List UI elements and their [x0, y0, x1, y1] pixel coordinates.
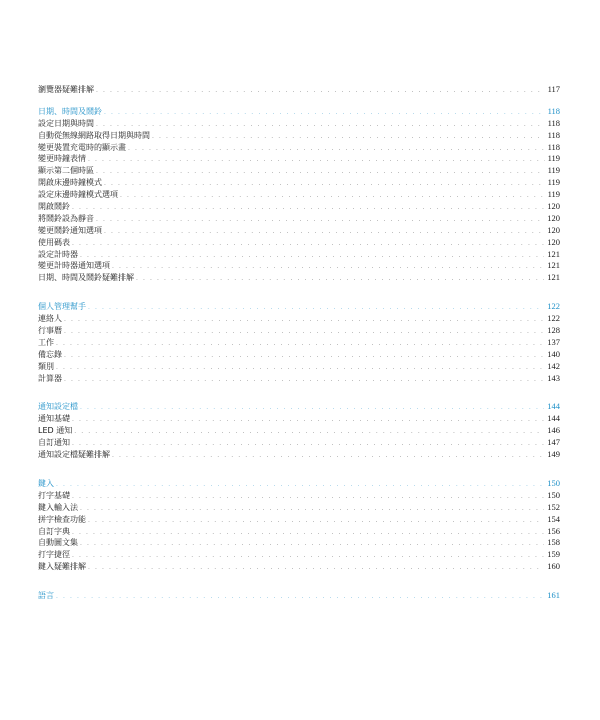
toc-page-number: 117: [547, 84, 560, 94]
toc-entry[interactable]: [38, 313, 560, 325]
toc-entry[interactable]: [38, 225, 560, 237]
toc-entry[interactable]: [38, 449, 560, 461]
toc-section-heading[interactable]: [38, 301, 560, 313]
dot-leader: [104, 107, 545, 119]
toc-page-number: 146: [547, 425, 560, 436]
toc-entry[interactable]: [38, 561, 560, 573]
toc-entry-label: 設定床邊時鐘模式選項: [38, 190, 118, 200]
toc-entry-label: 設定日期與時間: [38, 118, 94, 128]
toc-entry-label: 自訂字典: [38, 526, 70, 536]
dot-leader: [88, 302, 544, 314]
toc-page-number: 120: [547, 212, 560, 223]
dot-leader: [72, 438, 544, 450]
dot-leader: [104, 226, 544, 238]
toc-page-number: 158: [547, 537, 560, 548]
toc-page-number: 144: [547, 413, 560, 424]
toc-page-number: 122: [547, 313, 560, 324]
dot-leader: [88, 515, 544, 527]
toc-entry[interactable]: [38, 361, 560, 373]
toc-page-number: 120: [547, 236, 560, 247]
toc-section-heading[interactable]: [38, 401, 560, 413]
toc-entry-label: 個人管理幫手: [38, 302, 86, 312]
dot-leader: [72, 550, 544, 562]
toc-page-number: 143: [547, 372, 560, 383]
toc-page-number: 150: [547, 489, 560, 500]
toc-section-heading[interactable]: [38, 590, 560, 602]
toc-entry-label: 自動圖文集: [38, 538, 78, 548]
toc-entry-label: 通知設定檔疑難排解: [38, 450, 110, 460]
toc-entry-label: 日期、時間及鬧鈴: [38, 106, 102, 116]
toc-entry-label: 將鬧鈴設為靜音: [38, 213, 94, 223]
toc-page-number: 144: [547, 401, 560, 412]
dot-leader: [72, 202, 544, 214]
toc-entry-label: 顯示第二個時區: [38, 166, 94, 176]
toc-page-number: 159: [547, 549, 560, 560]
toc-section-heading[interactable]: [38, 478, 560, 490]
toc-page-number: 118: [547, 117, 560, 128]
toc-entry-label: 瀏覽器疑難排解: [38, 85, 94, 94]
toc-entry[interactable]: [38, 118, 560, 130]
dot-leader: [136, 273, 544, 285]
toc-entry-label: 鍵入: [38, 478, 54, 488]
toc-entry[interactable]: [38, 349, 560, 361]
toc-entry-label: 類別: [38, 361, 54, 371]
dot-leader: [72, 414, 544, 426]
toc-entry[interactable]: [38, 153, 560, 165]
toc-entry-label: 變更鬧鈴通知選項: [38, 225, 102, 235]
toc-entry-label: 連絡人: [38, 314, 62, 324]
toc-page-number: 142: [547, 360, 560, 371]
toc-entry-label: 工作: [38, 337, 54, 347]
toc-entry[interactable]: [38, 272, 560, 284]
dot-leader: [96, 166, 545, 178]
toc-page-number: 156: [547, 525, 560, 536]
dot-leader: [80, 250, 544, 262]
toc-entry[interactable]: [38, 325, 560, 337]
toc-page-number: 119: [547, 153, 560, 164]
toc-entry-label: 使用碼表: [38, 237, 70, 247]
toc-entry[interactable]: [38, 260, 560, 272]
toc-entry-label: 開啟床邊時鐘模式: [38, 178, 102, 188]
toc-section-heading[interactable]: [38, 106, 560, 118]
toc-entry-label: 變更時鐘表情: [38, 154, 86, 164]
toc-entry-label: 變更計時器通知選項: [38, 261, 110, 271]
dot-leader: [120, 190, 545, 202]
dot-leader: [64, 326, 544, 338]
toc-page-number: 137: [547, 336, 560, 347]
toc-entry[interactable]: [38, 490, 560, 502]
toc-entry[interactable]: [38, 213, 560, 225]
dot-leader: [56, 362, 544, 374]
toc-entry[interactable]: [38, 165, 560, 177]
dot-leader: [152, 131, 545, 143]
toc-entry-label: LED 通知: [38, 426, 73, 436]
toc-page-number: 119: [547, 189, 560, 200]
toc-page-number: 120: [547, 201, 560, 212]
dot-leader: [96, 214, 544, 226]
dot-leader: [56, 338, 544, 350]
dot-leader: [96, 85, 545, 97]
toc-page-number: 122: [547, 301, 560, 312]
toc-page-number: 119: [547, 165, 560, 176]
toc-page-number: 154: [547, 513, 560, 524]
toc-page-number: 149: [547, 449, 560, 460]
toc-entry[interactable]: [38, 189, 560, 201]
table-of-contents: [38, 84, 560, 602]
toc-page-number: 121: [547, 272, 560, 283]
toc-entry-label: 設定計時器: [38, 249, 78, 259]
dot-leader: [88, 154, 545, 166]
toc-page-number: 121: [547, 260, 560, 271]
toc-entry-label: 打字基礎: [38, 490, 70, 500]
dot-leader: [64, 314, 544, 326]
toc-entry-label: 自訂通知: [38, 438, 70, 448]
dot-leader: [72, 491, 544, 503]
dot-leader: [80, 402, 544, 414]
toc-page-number: 128: [547, 325, 560, 336]
toc-entry-label: 計算器: [38, 373, 62, 383]
dot-leader: [88, 562, 544, 574]
toc-entry-label: 語言: [38, 591, 54, 601]
toc-page-number: 121: [547, 248, 560, 259]
dot-leader: [96, 119, 545, 131]
toc-entry-label: 打字捷徑: [38, 550, 70, 560]
toc-page-number: 118: [547, 129, 560, 140]
dot-leader: [56, 479, 544, 491]
toc-entry[interactable]: [38, 142, 560, 154]
toc-page-number: 147: [547, 437, 560, 448]
toc-entry-label: 行事曆: [38, 326, 62, 336]
toc-page-number: 150: [547, 477, 560, 488]
toc-entry[interactable]: [38, 514, 560, 526]
toc-entry[interactable]: [38, 437, 560, 449]
dot-leader: [112, 450, 544, 462]
dot-leader: [104, 178, 545, 190]
dot-leader: [80, 503, 544, 515]
toc-entry[interactable]: [38, 337, 560, 349]
toc-entry[interactable]: [38, 502, 560, 514]
toc-page-number: 118: [547, 105, 560, 116]
toc-entry-label: 備忘錄: [38, 349, 62, 359]
dot-leader: [64, 374, 544, 386]
dot-leader: [128, 143, 545, 155]
toc-page-number: 152: [547, 501, 560, 512]
dot-leader: [74, 426, 544, 438]
dot-leader: [80, 538, 544, 550]
toc-entry[interactable]: [38, 526, 560, 538]
toc-entry-label: 自動從無線網路取得日期與時間: [38, 130, 150, 140]
toc-page-number: 119: [547, 177, 560, 188]
toc-page-number: 140: [547, 348, 560, 359]
toc-entry[interactable]: [38, 549, 560, 561]
dot-leader: [56, 591, 544, 603]
toc-entry[interactable]: [38, 373, 560, 385]
dot-leader: [72, 238, 544, 250]
toc-entry-label: 開啟鬧鈴: [38, 202, 70, 212]
toc-entry-label: 通知設定檔: [38, 402, 78, 412]
toc-entry[interactable]: [38, 537, 560, 549]
toc-page-number: 160: [547, 561, 560, 572]
toc-page-number: 118: [547, 141, 560, 152]
dot-leader: [64, 350, 544, 362]
toc-entry-label: 日期、時間及鬧鈴疑難排解: [38, 273, 134, 283]
toc-entry-label: 鍵入輸入法: [38, 502, 78, 512]
toc-entry[interactable]: [38, 201, 560, 213]
toc-entry-label: 拼字檢查功能: [38, 514, 86, 524]
toc-entry[interactable]: [38, 130, 560, 142]
toc-entry[interactable]: [38, 413, 560, 425]
toc-entry-label: 變更裝置充電時的顯示畫: [38, 142, 126, 152]
toc-entry[interactable]: [38, 425, 560, 437]
toc-entry[interactable]: [38, 84, 560, 96]
toc-page-number: 161: [547, 590, 560, 601]
toc-entry-label: 鍵入疑難排解: [38, 562, 86, 572]
toc-entry[interactable]: [38, 237, 560, 249]
toc-entry-label: 通知基礎: [38, 414, 70, 424]
toc-entry[interactable]: [38, 177, 560, 189]
toc-page-number: 120: [547, 224, 560, 235]
dot-leader: [112, 261, 544, 273]
dot-leader: [72, 527, 544, 539]
toc-entry[interactable]: [38, 249, 560, 261]
